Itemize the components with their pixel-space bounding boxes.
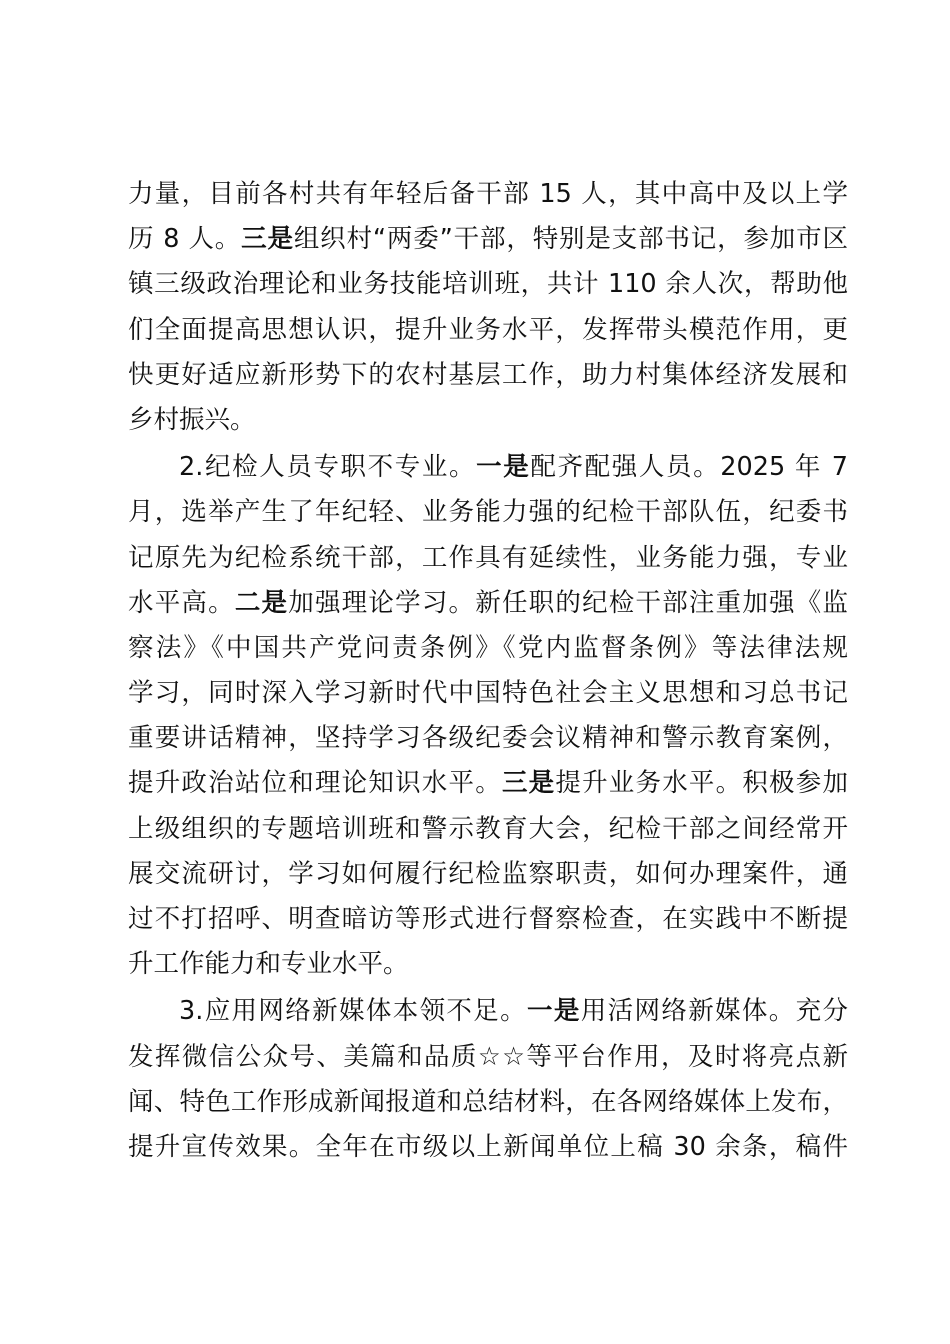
bold-lead-phrase: 二是 [234,587,289,618]
bold-lead-phrase: 一是 [527,996,581,1027]
text-run: 2.纪检人员专职不专业。 [179,452,477,483]
paragraph [128,172,848,443]
text-run: 过不打招呼、明查暗访等形式进行督察检查，在实践中不断提 [128,904,848,934]
text-line [128,581,848,626]
text-line [128,1035,848,1080]
bold-lead-phrase: 三是 [501,768,556,799]
text-line [128,262,848,307]
text-run: 察法》《中国共产党问责条例》《党内监督条例》等法律法规 [128,632,848,663]
text-line [128,989,848,1034]
text-line [128,761,848,806]
text-run: 用活网络新媒体。充分 [580,996,848,1027]
text-line [128,807,848,852]
text-line [128,671,848,716]
text-line [128,1125,848,1170]
text-line [128,217,848,262]
text-line [128,897,848,942]
text-run: 配齐配强人员。2025 年 7 [530,452,848,483]
text-run: 乡村振兴。 [128,404,256,435]
text-run: 升工作能力和专业水平。 [128,949,409,980]
text-line [128,353,848,398]
text-run: 发挥微信公众号、美篇和品质☆☆等平台作用，及时将亮点新 [128,1041,848,1072]
text-run: 加强理论学习。新任职的纪检干部注重加强《监 [288,587,848,618]
text-run: 提升宣传效果。全年在市级以上新闻单位上稿 30 余条，稿件 [128,1131,848,1162]
body-text [128,172,848,1170]
text-line [128,398,848,443]
text-run: 们全面提高思想认识，提升业务水平，发挥带头模范作用，更 [128,314,848,345]
text-line [128,490,848,535]
text-line [128,626,848,671]
text-run: 3.应用网络新媒体本领不足。 [179,996,528,1027]
text-run: 展交流研讨，学习如何履行纪检监察职责，如何办理案件，通 [128,858,848,889]
paragraph [128,989,848,1170]
text-run: 记原先为纪检系统干部，工作具有延续性，业务能力强，专业 [128,542,848,573]
text-run: 力量，目前各村共有年轻后备干部 15 人，其中高中及以上学 [128,179,848,209]
text-line [128,942,848,987]
text-run: 水平高。 [128,587,235,618]
text-run: 历 8 人。 [128,224,242,255]
paragraph [128,445,848,987]
text-line [128,308,848,353]
text-line [128,172,848,217]
text-run: 提升政治站位和理论知识水平。 [128,768,502,799]
text-run: 上级组织的专题培训班和警示教育大会，纪检干部之间经常开 [128,813,848,844]
text-run: 组织村“两委”干部，特别是支部书记，参加市区 [293,224,848,255]
text-line [128,445,848,490]
text-line [128,852,848,897]
text-run: 闻、特色工作形成新闻报道和总结材料，在各网络媒体上发布， [128,1086,848,1117]
text-line [128,1080,848,1125]
text-run: 月，选举产生了年纪轻、业务能力强的纪检干部队伍，纪委书 [128,497,848,528]
text-line [128,716,848,761]
text-run: 学习，同时深入学习新时代中国特色社会主义思想和习总书记 [128,678,848,709]
text-run: 重要讲话精神，坚持学习各级纪委会议精神和警示教育案例， [128,723,848,754]
bold-lead-phrase: 一是 [476,452,531,483]
bold-lead-phrase: 三是 [241,224,294,255]
text-run: 快更好适应新形势下的农村基层工作，助力村集体经济发展和 [128,359,848,390]
text-line [128,536,848,581]
text-run: 镇三级政治理论和业务技能培训班，共计 110 余人次，帮助他 [128,269,848,300]
text-run: 提升业务水平。积极参加 [555,768,848,799]
